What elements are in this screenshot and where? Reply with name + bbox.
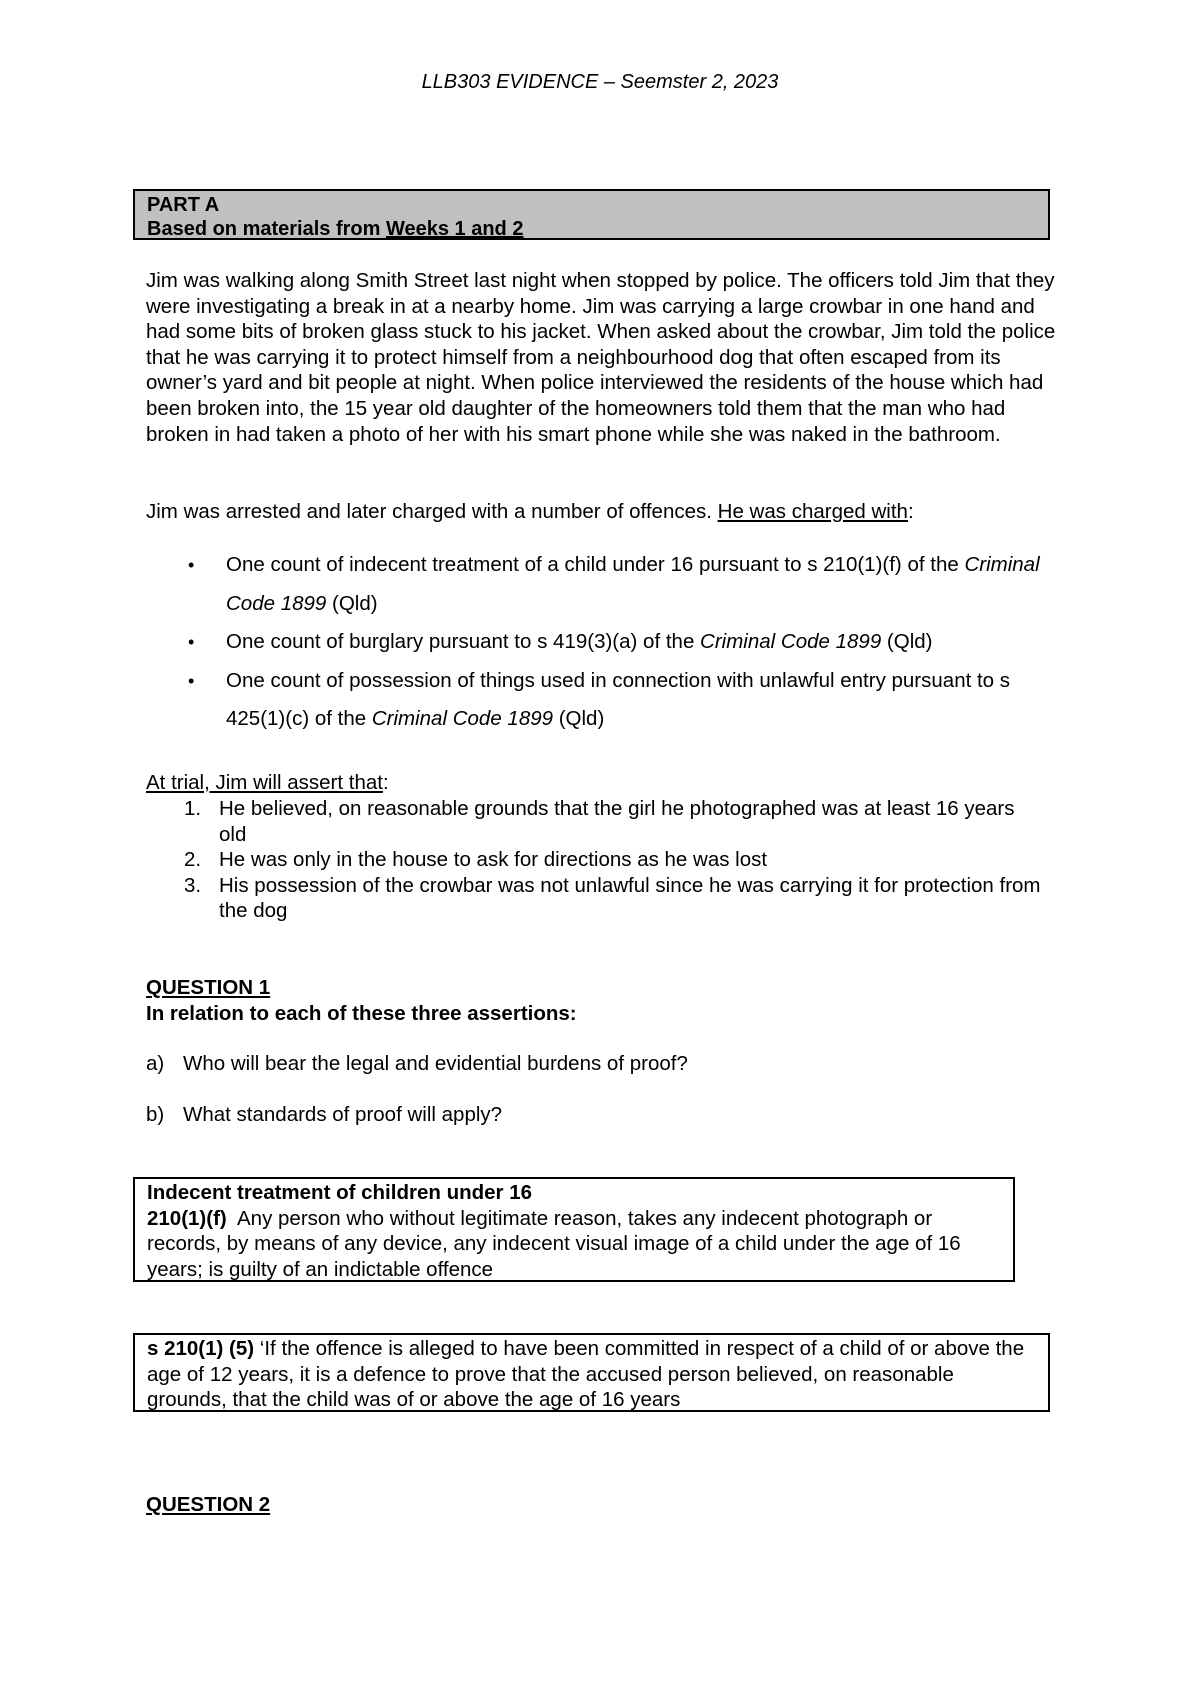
part-label: b) [146,1103,165,1126]
assertion-text: His possession of the crowbar was not unlawful since he was carrying it for protection from the dog [219,873,1041,923]
part-text: Who will bear the legal and evidential burdens of proof? [183,1052,688,1075]
charges-intro-underlined: He was charged with [717,500,908,523]
charge-text: One count of possession of things used in connection with unlawful entry pursuant to s 425(1)(c) of the [226,668,1011,730]
statute-name: Criminal Code 1899 [371,707,554,730]
charge-text: One count of indecent treatment of a child under 16 pursuant to s 210(1)(f) of the [226,553,965,576]
charges-intro-prefix: Jim was arrested and later charged with a number of offences. [146,500,718,523]
jurisdiction: (Qld) [553,707,605,730]
list-number: 3. [184,873,202,897]
bullet-icon: • [188,555,195,575]
question-1-part-a [146,1051,1066,1077]
bullet-icon: • [188,670,195,691]
part-subtitle-prefix: Based on materials from [147,218,386,240]
statute-section: s 210(1) (5) [147,1337,255,1360]
assertion-text: He was only in the house to ask for directions as he was lost [219,848,768,872]
list-item [146,873,1046,924]
charges-intro [146,499,1066,525]
part-subtitle [147,217,1036,241]
part-title: PART A [147,194,220,216]
part-a-banner [133,189,1050,240]
part-label: a) [146,1052,165,1075]
list-item [146,662,1046,739]
page-header: LLB303 EVIDENCE – Seemster 2, 2023 [421,71,779,93]
list-number: 2. [184,848,202,872]
statute-name: Criminal Code 1899 [700,630,882,653]
question-1-subheading: In relation to each of these three assertions: [146,1002,577,1025]
trial-heading-suffix: : [382,771,389,794]
question-2-heading: QUESTION 2 [146,1493,271,1516]
statute-name: Criminal Code 1899 [226,553,1040,615]
part-text: What standards of proof will apply? [183,1103,503,1126]
statute-section: 210(1)(f) [147,1206,227,1230]
statute-box-title: Indecent treatment of children under 16 [147,1181,533,1204]
jurisdiction: (Qld) [326,591,378,615]
list-item [146,847,1046,873]
jurisdiction: (Qld) [881,630,933,653]
statute-text: Any person who without legitimate reason, takes any indecent photograph or records, by means of any device, any indecent visual image of a child under the age of 16 years; is guilty of an indictable offence [147,1206,967,1281]
trial-heading-text: At trial, Jim will assert that [146,771,383,794]
statute-text: ‘If the offence is alleged to have been committed in respect of a child of or above the age of 12 years, it is a defence to prove that the accused person believed, on reasonable grounds, that the child was of or above the age of 16 years [147,1337,1025,1412]
bullet-icon: • [188,632,195,652]
charges-list [146,546,1046,739]
assertion-text: He believed, on reasonable grounds that the girl he photographed was at least 16 years old [219,797,1015,846]
list-item [146,623,1046,662]
statute-box-body [147,1336,1036,1413]
statute-box-body [147,1206,1001,1283]
charges-intro-suffix: : [907,500,914,523]
assertions-list [146,796,1046,924]
statute-box-indecent-treatment [133,1177,1015,1282]
facts-paragraph: Jim was walking along Smith Street last night when stopped by police. The officers told Jim that they were investigating a break in at a nearby home. Jim was carrying a large crowbar in one hand and had some bits of broken glass stuck to his jacket. When asked about the crowbar, Jim told the police that he was carrying it to protect himself from a neighbourhood dog that often escaped from its owner’s yard and bit people at night. When police interviewed the residents of the house which had been broken into, the 15 year old daughter of the homeowners told them that the man who had broken in had taken a photo of her with his smart phone while she was naked in the bathroom. [146,269,1056,446]
question-1-heading: QUESTION 1 [146,976,271,999]
trial-heading [146,770,1066,796]
question-1-part-b [146,1102,1066,1128]
list-item [146,796,1046,847]
list-item [146,546,1046,623]
part-subtitle-weeks: Weeks 1 and 2 [385,218,524,240]
list-number: 1. [184,797,202,820]
statute-box-defence [133,1333,1050,1412]
charge-text: One count of burglary pursuant to s 419(3)(a) of the [226,630,701,653]
